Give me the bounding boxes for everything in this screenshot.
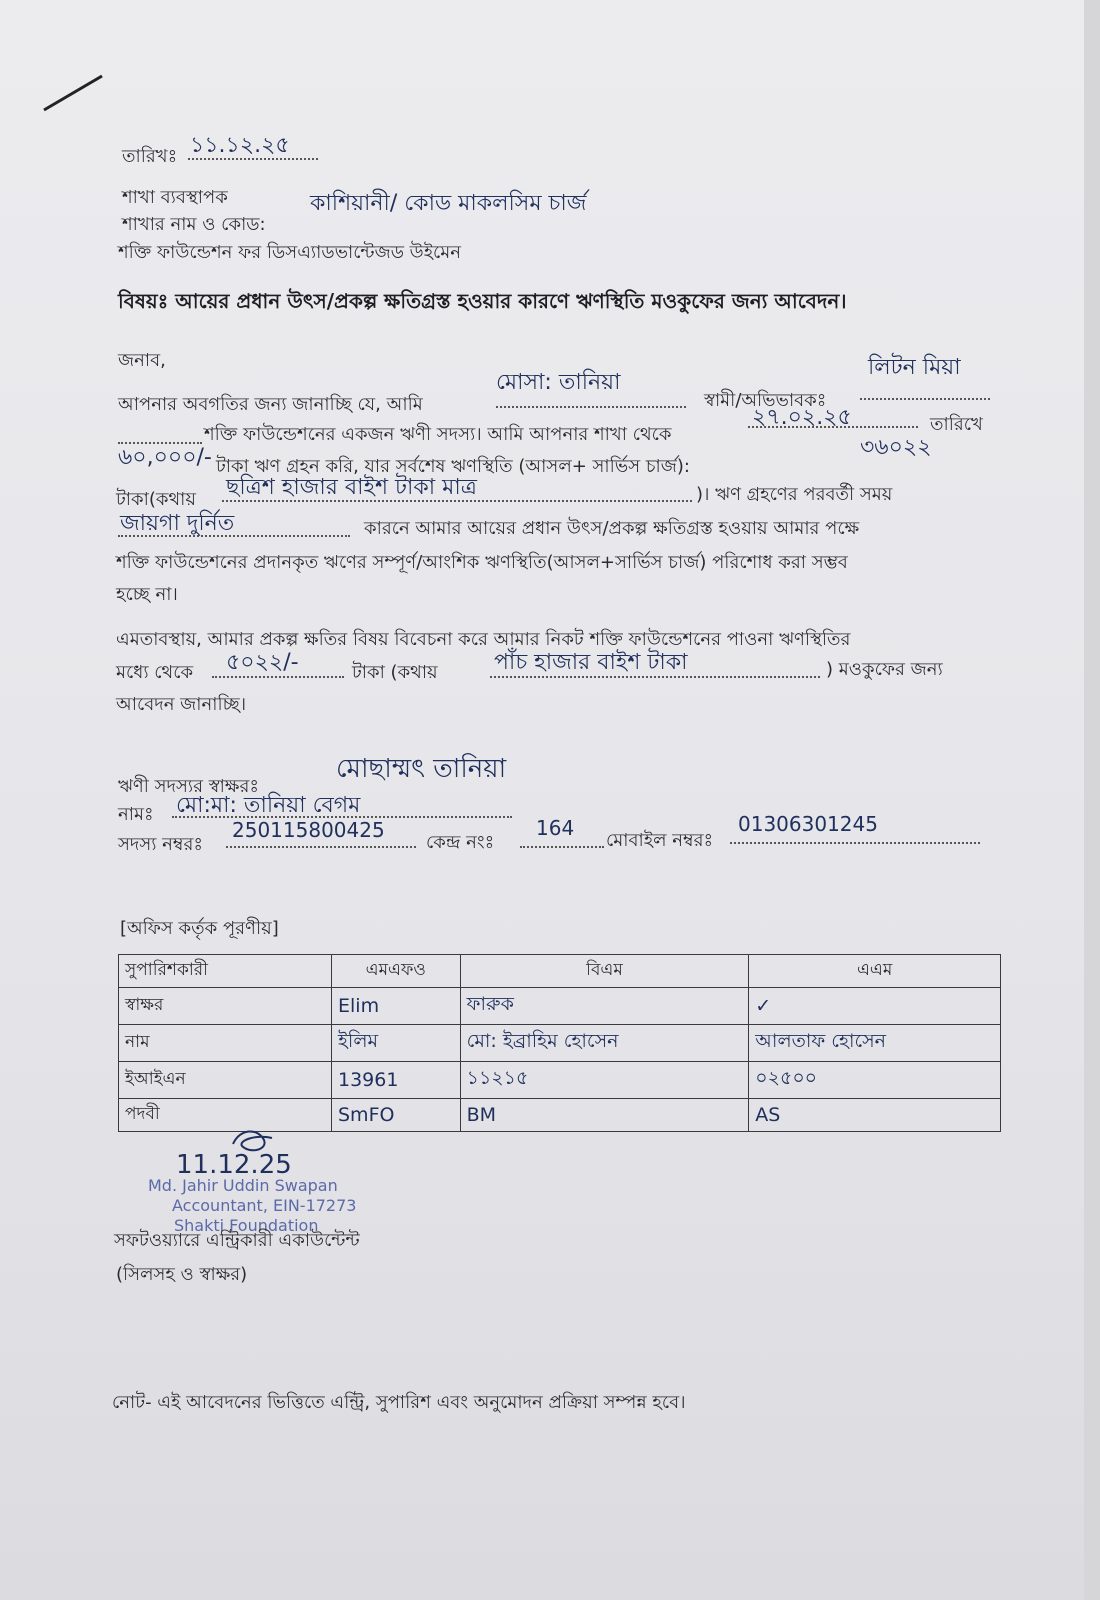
header-recommender: সুপারিশকারী (119, 955, 332, 988)
row-label: নাম (119, 1025, 332, 1062)
damage-cause: জায়গা দুর্নিত (120, 511, 235, 536)
body-line-2c: টাকা (কথায় (352, 662, 438, 683)
center-line (520, 846, 604, 848)
table-row (119, 1025, 1001, 1062)
office-approval-table (118, 954, 1001, 1132)
date-label: তারিখঃ (122, 146, 178, 167)
header-title: শাখা ব্যবস্থাপক (122, 187, 228, 208)
am-ein: ০২৫০০ (749, 1062, 1001, 1099)
member-signature-label: ঋণী সদস্যর স্বাক্ষরঃ (118, 776, 259, 797)
date-value: ১১.১২.২৫ (190, 133, 290, 158)
mobile-line (730, 842, 980, 844)
bm-ein: ১১২১৫ (460, 1062, 749, 1099)
salutation: জনাব, (118, 350, 166, 371)
subject-line: বিষয়ঃ আয়ের প্রধান উৎস/প্রকল্প ক্ষতিগ্রস্ত হওয়ার কারণে ঋণস্থিতি মওকুফের জন্য আবেদন। (118, 289, 847, 313)
am-name: আলতাফ হোসেন (749, 1025, 1001, 1062)
branch-label: শাখার নাম ও কোড: (122, 214, 266, 235)
member-id: 250115800425 (232, 818, 385, 842)
seal-role: Accountant, EIN-17273 (172, 1196, 357, 1215)
table-header-row (119, 955, 1001, 988)
guardian-line (860, 398, 990, 400)
body-line-1c: টাকা ঋণ গ্রহন করি, যার সর্বশেষ ঋণস্থিতি (আসল+ সার্ভিস চার্জ): (216, 456, 690, 477)
member-signature: মোছাম্মৎ তানিয়া (336, 754, 507, 784)
guardian-label: স্বামী/অভিভাবকঃ (704, 390, 827, 411)
waive-amount: ৫০২২/- (226, 650, 299, 675)
date-line (188, 158, 318, 160)
loan-amount: ৬০,০০০/- (118, 445, 212, 470)
member-name-label: নামঃ (118, 804, 154, 825)
body-line-2a: এমতাবস্থায়, আমার প্রকল্প ক্ষতির বিষয় বিবেচনা করে আমার নিকট শক্তি ফাউন্ডেশনের পাওনা ঋণস্থিতির (116, 629, 851, 650)
bm-signature: ফারুক (460, 988, 749, 1025)
mfo-ein: 13961 (332, 1062, 461, 1099)
cause-line (118, 535, 350, 537)
bm-designation: BM (460, 1099, 749, 1132)
row-label: পদবী (119, 1099, 332, 1132)
am-designation: AS (749, 1099, 1001, 1132)
date-suffix: তারিখে (930, 414, 983, 435)
center-label: কেন্দ্র নংঃ (426, 832, 495, 853)
member-id-line (226, 846, 416, 848)
header-mfo: এমএফও (332, 955, 461, 988)
member-name: মো:মা: তানিয়া বেগম (176, 793, 361, 818)
guardian-value: লিটন মিয়া (868, 355, 961, 380)
row-label: স্বাক্ষর (119, 988, 332, 1025)
check-mark-icon (40, 70, 110, 120)
branch-value: কাশিয়ানী/ কোড মাকলসিম চার্জ (310, 191, 587, 216)
am-signature: ✓ (749, 988, 1001, 1025)
accountant-note: (সিলসহ ও স্বাক্ষর) (116, 1264, 248, 1285)
office-section-label: [অফিস কর্তৃক পূরণীয়] (120, 918, 279, 939)
center-number: 164 (536, 816, 575, 840)
header-bm: বিএম (460, 955, 749, 988)
body-line-1f: শক্তি ফাউন্ডেশনের প্রদানকৃত ঋণের সম্পূর্ণ/আংশিক ঋণস্থিতি(আসল+সার্ভিস চার্জ) পরিশোধ করা সম্ভব (116, 552, 848, 573)
body-line-1b: শক্তি ফাউন্ডেশনের একজন ঋণী সদস্য। আমি আপনার শাখা থেকে (204, 424, 672, 445)
approval-date: 11.12.25 (176, 1150, 292, 1180)
body-line-2d: ) মওকুফের জন্য (826, 659, 943, 680)
mfo-designation: SmFO (332, 1099, 461, 1132)
body-line-1a: আপনার অবগতির জন্য জানাচ্ছি যে, আমি (118, 394, 423, 415)
mfo-name: ইলিম (332, 1025, 461, 1062)
seal-name: Md. Jahir Uddin Swapan (148, 1176, 338, 1195)
name-line (496, 406, 686, 408)
loan-date-line (748, 426, 918, 428)
body-line-1e: কারনে আমার আয়ের প্রধান উৎস/প্রকল্প ক্ষতিগ্রস্ত হওয়ায় আমার পক্ষে (364, 518, 860, 539)
loan-date: ২৭.০২.২৫ (752, 405, 852, 430)
org-name: শক্তি ফাউন্ডেশন ফর ডিসএ্যাডভান্টেজড উইমেন (118, 242, 462, 263)
waive-line (212, 676, 344, 678)
mfo-signature: Elim (332, 988, 461, 1025)
waive-words-line (490, 676, 820, 678)
row-label: ইআইএন (119, 1062, 332, 1099)
mobile-label: মোবাইল নম্বরঃ (606, 830, 714, 851)
page-edge (1084, 0, 1100, 1600)
balance-in-words: ছত্রিশ হাজার বাইশ টাকা মাত্র (226, 475, 477, 500)
body-line-1d: )। ঋণ গ্রহণের পরবর্তী সময় (696, 484, 893, 505)
waive-words: পাঁচ হাজার বাইশ টাকা (494, 650, 688, 675)
mobile-number: 01306301245 (738, 812, 878, 836)
table-row (119, 1062, 1001, 1099)
bm-name: মো: ইব্রাহিম হোসেন (460, 1025, 749, 1062)
body-line-1g: হচ্ছে না। (116, 584, 178, 605)
taka-words-label: টাকা(কথায় (116, 489, 196, 510)
body-line-2e: আবেদন জানাচ্ছি। (116, 694, 247, 715)
words-line (222, 500, 692, 502)
header-am: এএম (749, 955, 1001, 988)
seal-org: Shakti Foundation (174, 1216, 319, 1235)
member-name-handwritten: মোসা: তানিয়া (496, 370, 621, 395)
accountant-role: সফটওয়্যারে এন্ট্রিকারী একাউন্টেন্ট (114, 1230, 360, 1251)
loan-balance: ৩৬০২২ (860, 435, 932, 460)
table-row (119, 988, 1001, 1025)
footer-note: নোট- এই আবেদনের ভিত্তিতে এন্ট্রি, সুপারিশ এবং অনুমোদন প্রক্রিয়া সম্পন্ন হবে। (112, 1392, 686, 1413)
body-line-2b: মধ্যে থেকে (116, 662, 194, 683)
member-id-label: সদস্য নম্বরঃ (118, 834, 204, 855)
